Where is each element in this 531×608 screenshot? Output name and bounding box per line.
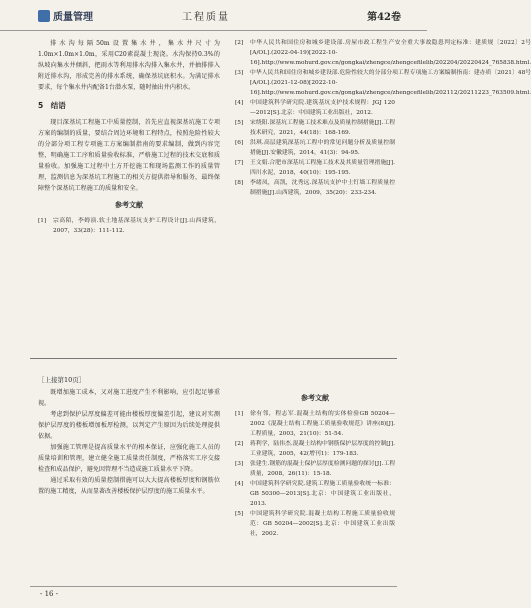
journal-name: 工程质量 bbox=[182, 12, 230, 23]
reference-item bbox=[235, 138, 395, 158]
page-header bbox=[0, 0, 427, 31]
reference-text: 中国建筑科学研究院.混凝土结构工程施工质量验收规范：GB 50204—2002[S].北京：中国建筑工业出版社，2002. bbox=[250, 511, 395, 537]
references-title: 参考文献 bbox=[115, 201, 143, 209]
reference-number: [8] bbox=[235, 180, 244, 186]
body-paragraph: 排水沟每隔50m设置集水井，集水井尺寸为1.0m×1.0m×1.0m，采用C20素混凝土现浇。水沟保持0.3%的纵坡向集水井倾斜，把雨水等利用排水沟排入集水井，并抽排排入附近排水沟，形成完善的排水系统，确保基坑底积水。为满足排水要求，每个集水井内配备1台潜水泵，随时抽出井内积水。 bbox=[38, 40, 220, 91]
section-title: 5 结语 bbox=[38, 101, 66, 110]
page-footer-rule bbox=[30, 586, 397, 587]
section-label: 质量管理 bbox=[53, 12, 93, 23]
section-divider bbox=[30, 358, 397, 359]
right-column-top bbox=[235, 38, 531, 198]
continued-from-label: ［上接第10页］ bbox=[38, 376, 86, 384]
journal-logo-icon bbox=[38, 10, 50, 22]
right-column-bottom bbox=[235, 387, 395, 539]
reference-number: [7] bbox=[235, 160, 244, 166]
reference-number: [3] bbox=[235, 70, 244, 76]
reference-text: 中国建筑科学研究院.建筑工程施工质量验收统一标准：GB 50300—2013[S].北京：中国建筑工业出版社，2013. bbox=[250, 481, 395, 507]
reference-text: 洪琪.高层建筑深基坑工程中的常见问题分析及质量控制措施[J].安徽建筑，2014，41(3)：94-95. bbox=[250, 140, 395, 156]
reference-number: [2] bbox=[235, 40, 244, 46]
conclusion-paragraph: 现目深基坑工程施工中质量控制，首先应直视深基坑施工专项方案的编制的质量，要结合周边环境和工程特点，按照危险性较大的分部分项工程专项施工方案编制指南的要求编制，做到内容完整，明确施工工序和质量验收标准，严格施工过程的技术交底和质量验收。加强施工过程中土方开挖施工和现场监测工作的质量管理，监测信息为深基坑工程施工的相关方提供指导和服务，最终保障整个深基坑工程施工的质量和安全。 bbox=[38, 119, 220, 192]
references-title: 参考文献 bbox=[301, 394, 329, 402]
reference-item bbox=[235, 118, 395, 138]
reference-number: [1] bbox=[38, 218, 47, 224]
reference-item bbox=[235, 439, 395, 459]
reference-text: 宋绕阳.深基坑工程施工技术难点及质量控制措施[J].工程技术研究，2021，44(18)：168-169. bbox=[250, 120, 395, 136]
reference-text: 王文娟.合肥市深基坑工程施工技术及其质量管理措施[J].四川水泥，2018，40(10)：195-195. bbox=[250, 160, 395, 176]
body-paragraph: 考虑到保护层厚度偏差可能由楼板厚度偏差引起，建议对实测保护层厚度的楼板增加板厚检测，以判定产生原因为后续处理提供依据。 bbox=[38, 411, 220, 440]
reference-item bbox=[235, 509, 395, 539]
body-paragraph: 既增加施工成本，又对施工进度产生不利影响，应引起足够重视。 bbox=[38, 389, 220, 407]
reference-number: [1] bbox=[235, 411, 244, 417]
reference-number: [6] bbox=[235, 140, 244, 146]
reference-item bbox=[235, 178, 395, 198]
reference-item bbox=[235, 98, 395, 118]
volume-label: 第42卷 bbox=[367, 12, 401, 23]
reference-item bbox=[38, 216, 220, 236]
reference-text: 中华人民共和国住房和城乡建设部.房屋市政工程生产安全重大事故隐患判定标准：建质规〔2022〕2号[A/OL].(2022-04-19)[2022-10-16].http://www.mohurd.gov.cn/gongkai/zhengce/zhengcefilelib/202204/20220424_765838.html. bbox=[250, 40, 531, 66]
reference-text: 中国建筑科学研究院.建筑基坑支护技术规程：JGJ 120—2012[S].北京：中国建筑工业出版社，2012. bbox=[250, 100, 395, 116]
body-paragraph: 加强施工管理是提高质量水平的根本保证，应强化施工人员的质量培训和管理，建立健全施工质量责任制度，严格落实工序交接检查和成品保护，避免因管理不当造成施工质量水平下降。 bbox=[38, 444, 220, 473]
reference-text: 张建生.钢筋的混凝土保护层厚度检测问题的探讨[J].工程质量，2008，26(11)：15-18. bbox=[250, 461, 395, 477]
reference-number: [5] bbox=[235, 511, 244, 517]
body-paragraph: 通过采取有效的质量控制措施可以大大提高楼板厚度和钢筋位置的施工精度，从而显著改善楼板保护层厚度的施工质量水平。 bbox=[38, 477, 220, 495]
reference-number: [4] bbox=[235, 100, 244, 106]
reference-text: 宗高陌，李姆演.软土地基深基坑支护工程设计[J].山西建筑，2007，33(28)：111-112. bbox=[53, 218, 220, 234]
reference-number: [5] bbox=[235, 120, 244, 126]
reference-text: 徐有邻，程志军.混凝土结构的实体检验GB 50204—2002《混凝土结构工程施工质量验收规范》讲座(8)[J].工程质量，2003，21(10)：51-54. bbox=[250, 411, 395, 437]
reference-item bbox=[235, 38, 531, 68]
reference-item bbox=[235, 409, 395, 439]
reference-text: 中华人民共和国住房和城乡建设部.危险性较大的分部分项工程专项施工方案编制指南：建办质〔2021〕48号[A/OL].(2021-12-08)[2022-10-16].http://www.mohurd.gov.cn/gongkai/zhengce/zhengcefilelib/202112/20211223_763509.html. bbox=[250, 70, 531, 96]
left-column-top bbox=[38, 38, 220, 236]
page-number: - 16 - bbox=[40, 590, 59, 598]
left-column-bottom bbox=[38, 387, 220, 497]
reference-item bbox=[235, 479, 395, 509]
reference-text: 蒋利学，陆伟杰.混凝土结构中钢筋保护层厚度的控制[J].工业建筑，2005，42(增刊1)：179-183. bbox=[250, 441, 395, 457]
reference-number: [2] bbox=[235, 441, 244, 447]
reference-number: [4] bbox=[235, 481, 244, 487]
reference-item bbox=[235, 459, 395, 479]
reference-number: [3] bbox=[235, 461, 244, 467]
reference-item bbox=[235, 68, 531, 98]
reference-text: 李绪凤，高凯，沈秀远.深基坑支护中土钉墙工程质量控制措施[J].山西建筑，2009，35(20)：233-234. bbox=[250, 180, 395, 196]
reference-item bbox=[235, 158, 395, 178]
